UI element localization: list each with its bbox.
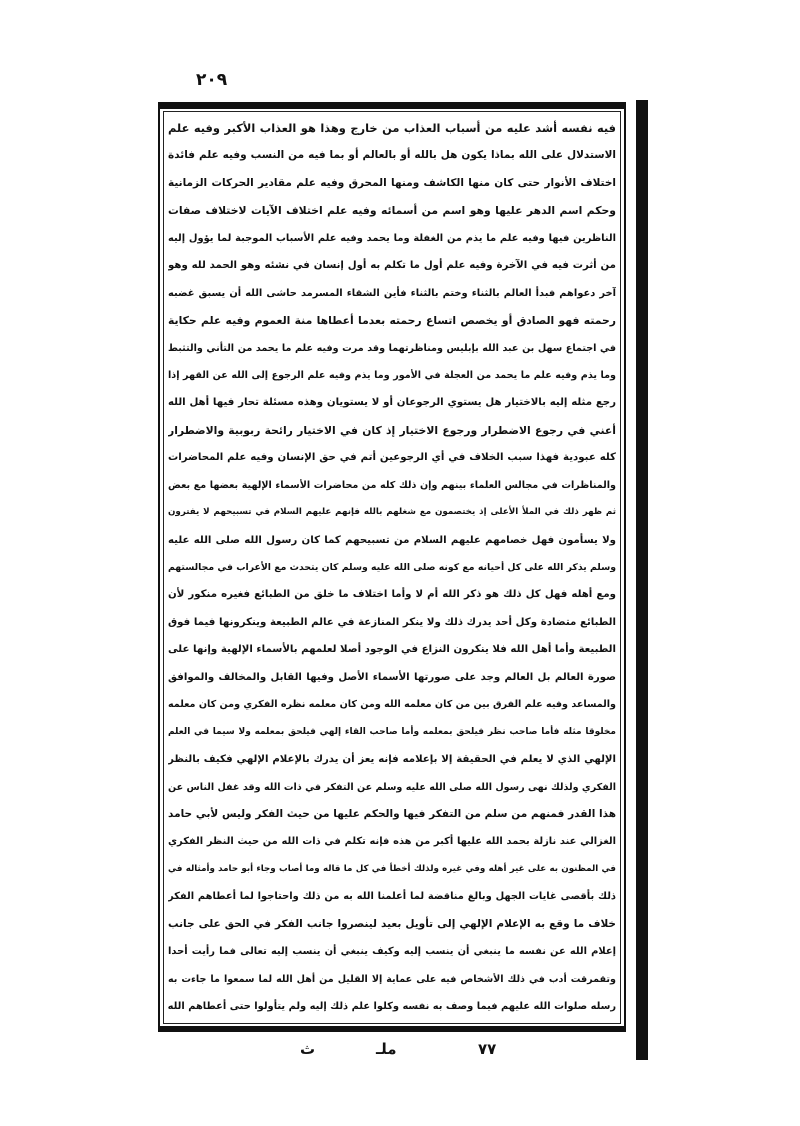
text-line: الإلهي الذي لا يعلم في الحقيقة إلا بإعلامه فإنه يعز أن يدرك بالإعلام الإلهي فكيف بالنظر	[168, 754, 616, 766]
text-line: الفكري ولذلك نهى رسول الله صلى الله عليه وسلم عن التفكر في ذات الله وقد غفل الناس عن	[168, 781, 616, 793]
text-line: آخر دعواهم فبدأ العالم بالثناء وختم بالثناء فأين الشقاء المسرمد حاشى الله أن يسبق غضبه	[168, 287, 616, 299]
text-line: فيه نفسه أشد عليه من أسباب العذاب من خارج وهذا هو العذاب الأكبر وفيه علم	[168, 121, 616, 135]
text-line: الناظرين فيها وفيه علم ما يذم من الغفلة وما يحمد وفيه علم الأسباب الموجبة لما يؤول إليه	[168, 232, 616, 244]
text-line: الاستدلال على الله بماذا يكون هل بالله أو بالعالم أو بما فيه من النسب وفيه علم فائدة	[168, 149, 616, 162]
text-line: مخلوقا مثله فأما صاحب نظر فيلحق بمعلمه وأما صاحب القاء إلهي فيلحق بمعلمه ولا سيما في العلم	[168, 726, 616, 737]
text-line: ولا يسأمون فهل خصامهم عليهم السلام من تسبيحهم كما كان رسول الله صلى الله عليه	[168, 534, 616, 546]
text-line: إعلام الله عن نفسه ما ينبغي أن ينسب إليه وكيف ينبغي أن ينسب إليه تعالى فما رأيت أحدا	[168, 946, 616, 958]
footer-signature-letter: ث	[300, 1040, 316, 1058]
text-line: رجع مثله إليه بالاختيار هل يستوي الرجوعان أو لا يستويان وهذه مسئلة تحار فيها أهل الله	[168, 397, 616, 409]
text-line: رحمته فهو الصادق أو يخصص اتساع رحمته بعدما أعطاها منة العموم وفيه علم حكاية	[168, 314, 616, 328]
text-line: ومع أهله فهل كل ذلك هو ذكر الله أم لا وأما اختلاف ما خلق من الطبائع فغيره منكور لأن	[168, 589, 616, 601]
text-line: رسله صلوات الله عليهم فيما وصف به نفسه وكلوا علم ذلك إليه ولم يتأولوا حتى أعطاهم الله	[168, 1001, 616, 1012]
text-line: اختلاف الأنوار حتى كان منها الكاشف ومنها المحرق وفيه علم مقادير الحركات الزمانية	[168, 176, 616, 189]
text-line: والمناظرات في مجالس العلماء بينهم وإن ذلك كله من محاضرات الأسماء الإلهية بعضها مع بعض	[168, 479, 616, 491]
text-line: ذلك بأقصى غايات الجهل وبالغ مناقضة لما أعلمنا الله به من ذلك واحتاجوا لما أعطاهم الفكر	[168, 891, 616, 903]
text-line: كله عبودية فهذا سبب الخلاف في أي الرجوعين أتم في حق الإنسان وفيه علم المحاضرات	[168, 452, 616, 464]
text-line: والمساعد وفيه علم الفرق بين من كان معلمه الله ومن كان معلمه نظره الفكري ومن كان معلمه	[168, 699, 616, 711]
footer-signature-mark: ملـ	[376, 1040, 397, 1058]
text-line: وحكم اسم الدهر عليها وهو اسم من أسمائه وفيه علم اختلاف الآيات لاختلاف صفات	[168, 204, 616, 218]
footer-page-count: ٧٧	[478, 1040, 497, 1058]
text-line: أعني في رجوع الاضطرار ورجوع الاختيار إذ كان في الاختيار رائحة ربوبية والاضطرار	[168, 423, 616, 437]
text-line: ثم ظهر ذلك في الملأ الأعلى إذ يختصمون مع شغلهم بالله فإنهم عليهم السلام في تسبيحهم لا يفترون	[168, 507, 616, 518]
text-line: وتقمرقت أدب في ذلك الأشخاص فيه على عماية إلا القليل من أهل الله لما سمعوا ما جاءت به	[168, 973, 616, 985]
text-line: في اجتماع سهل بن عبد الله بإبليس ومناظرتهما وقد مرت وفيه علم ما يحمد من التأني والتثبط	[168, 342, 616, 354]
text-line: من أثرت فيه في الآخرة وفيه علم أول ما تكلم به أول إنسان في نشئه وهو الحمد لله وهو	[168, 260, 616, 272]
page-number: ٢٠٩	[196, 70, 228, 90]
text-frame	[158, 102, 626, 1032]
text-line: هذا القدر فمنهم من سلم من التفكر فيها والحكم عليها من حيث الفكر وليس لأبي حامد	[168, 807, 616, 820]
text-line: في المظنون به على غير أهله وفي غيره ولذلك أخطأ في كل ما قاله وما أصاب وجاء أبو حامد وأمثاله في	[168, 863, 616, 874]
text-line: خلاف ما وقع به الإعلام الإلهي إلى تأويل بعيد لينصروا جانب الفكر في الحق على جانب	[168, 917, 616, 930]
text-line: الطبيعة وأما أهل الله فلا ينكرون النزاع في الوجود أصلا لعلمهم بالأسماء الإلهية وإنها على	[168, 644, 616, 656]
text-line: وما يذم وفيه علم ما يحمد من العجلة في الأمور وما يذم وفيه علم الرجوع إلى الله عن القهر إذا	[168, 369, 616, 381]
margin-bar	[636, 100, 648, 1060]
text-line: الغزالي عند نازلة بحمد الله عليها أكبر من هذه فإنه تكلم في ذات الله من حيث النظر الفكري	[168, 836, 616, 848]
page-footer	[0, 1040, 800, 1070]
text-line: وسلم يذكر الله على كل أحيانه مع كونه صلى الله عليه وسلم كان يتحدث مع الأعراب في مجالستهم	[168, 562, 616, 573]
text-line: الطبائع متضادة وكل أحد يدرك ذلك ولا ينكر المنازعة في عالم الطبيعة وينكرونها فيما فوق	[168, 616, 616, 628]
text-line: صورة العالم بل العالم وجد على صورتها الأسماء الأصل وفيها القابل والمخالف والموافق	[168, 671, 616, 683]
text-block	[168, 115, 616, 1020]
